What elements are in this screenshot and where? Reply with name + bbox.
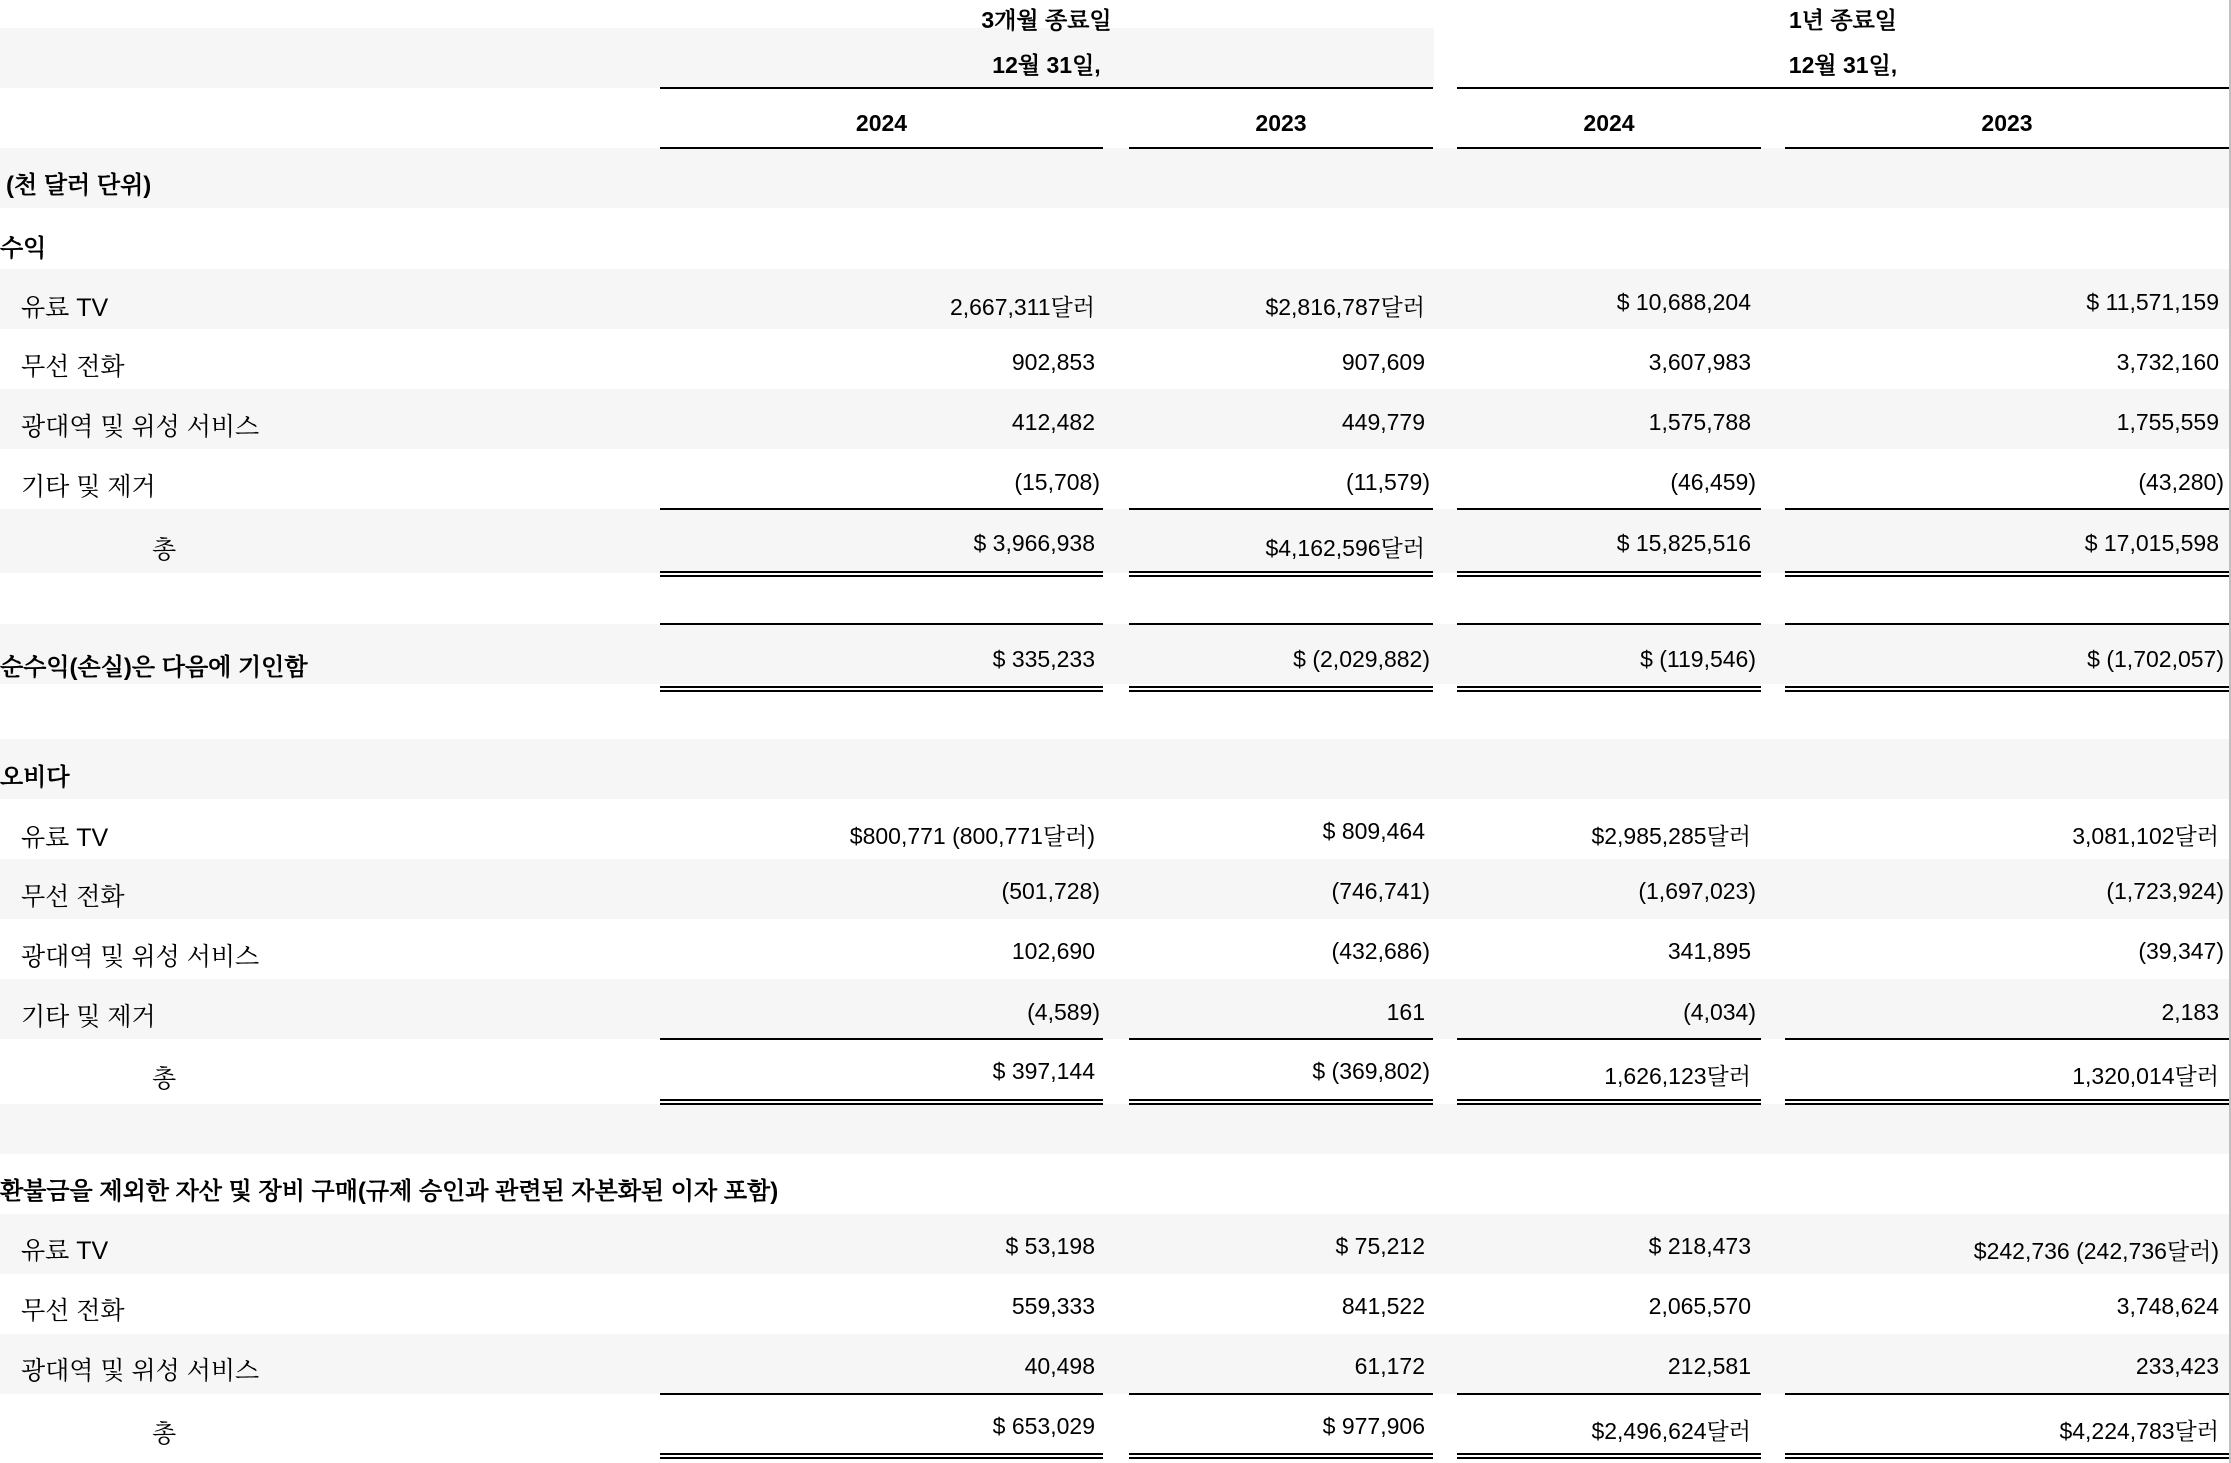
total-value: 1,626,123달러 bbox=[1604, 1063, 1751, 1089]
subtotal-rule bbox=[660, 1393, 1103, 1395]
cell-value: (1,697,023) bbox=[1638, 878, 1756, 904]
section-rule bbox=[660, 623, 1103, 625]
total-value: $2,496,624달러 bbox=[1591, 1418, 1751, 1444]
row-label: 유료 TV bbox=[21, 294, 109, 322]
cell-value: 3,732,160 bbox=[2116, 349, 2219, 375]
row-band bbox=[0, 859, 2229, 919]
row-band bbox=[0, 148, 2229, 208]
cell-value: $2,816,787달러 bbox=[1265, 294, 1425, 320]
header-rule bbox=[1457, 87, 2229, 89]
year-header-q2023: 2023 bbox=[1255, 110, 1307, 136]
cell-value: $2,985,285달러 bbox=[1591, 823, 1751, 849]
row-label: 유료 TV bbox=[21, 1237, 109, 1265]
row-band bbox=[0, 269, 2229, 329]
section-heading-oibda: 오비다 bbox=[0, 764, 70, 791]
cell-value: $ 10,688,204 bbox=[1616, 289, 1751, 315]
date-header-y: 12월 31일, bbox=[1788, 52, 1898, 78]
cell-value: 902,853 bbox=[1011, 349, 1095, 375]
year-header-q2024: 2024 bbox=[855, 110, 908, 136]
section-rule bbox=[1785, 623, 2229, 625]
cell-value: 233,423 bbox=[2135, 1353, 2219, 1379]
row-label: 무선 전화 bbox=[21, 1297, 125, 1325]
total-value: $ 3,966,938 bbox=[973, 530, 1095, 556]
subtotal-rule bbox=[1457, 508, 1761, 510]
cell-value: (501,728) bbox=[1001, 878, 1100, 904]
row-label: 광대역 및 위성 서비스 bbox=[21, 413, 260, 441]
row-band bbox=[0, 1334, 2229, 1394]
net-income-value: $ (2,029,882) bbox=[1293, 646, 1430, 672]
total-double-rule bbox=[1129, 1453, 1433, 1459]
subtotal-rule bbox=[1785, 1393, 2229, 1395]
units-label: (천 달러 단위) bbox=[6, 172, 152, 199]
section-rule bbox=[1457, 623, 1761, 625]
total-double-rule bbox=[1457, 571, 1761, 577]
cell-value: 102,690 bbox=[1011, 938, 1095, 964]
section-heading-revenue: 수익 bbox=[0, 235, 47, 262]
subtotal-rule bbox=[1785, 1038, 2229, 1040]
cell-value: (746,741) bbox=[1331, 878, 1430, 904]
row-band bbox=[0, 624, 2229, 684]
total-value: $ 397,144 bbox=[992, 1058, 1095, 1084]
year-rule bbox=[1785, 147, 2229, 149]
subtotal-rule bbox=[1457, 1038, 1761, 1040]
total-double-rule bbox=[660, 1099, 1103, 1105]
year-rule bbox=[660, 147, 1103, 149]
cell-value: 412,482 bbox=[1011, 409, 1095, 435]
header-rule bbox=[660, 87, 1433, 89]
subtotal-rule bbox=[660, 1038, 1103, 1040]
date-header-q: 12월 31일, bbox=[992, 52, 1101, 78]
cell-value: (432,686) bbox=[1331, 938, 1430, 964]
cell-value: (46,459) bbox=[1670, 469, 1756, 495]
cell-value: $ 809,464 bbox=[1322, 818, 1425, 844]
cell-value: 907,609 bbox=[1341, 349, 1425, 375]
cell-value: 341,895 bbox=[1667, 938, 1751, 964]
cell-value: 3,081,102달러 bbox=[2072, 823, 2219, 849]
net-income-value: $ (1,702,057) bbox=[2087, 646, 2224, 672]
cell-value: $242,736 (242,736달러) bbox=[1973, 1238, 2219, 1264]
row-label: 무선 전화 bbox=[21, 353, 125, 381]
cell-value: $ 75,212 bbox=[1335, 1233, 1425, 1259]
subtotal-rule bbox=[1129, 508, 1433, 510]
net-income-value: $ (119,546) bbox=[1640, 646, 1756, 672]
cell-value: 40,498 bbox=[1024, 1353, 1095, 1379]
total-value: $ 653,029 bbox=[992, 1413, 1095, 1439]
year-header-y2024: 2024 bbox=[1583, 110, 1635, 136]
total-value: $4,162,596달러 bbox=[1265, 535, 1425, 561]
total-double-rule bbox=[1129, 686, 1433, 692]
row-label: 광대역 및 위성 서비스 bbox=[21, 1357, 260, 1385]
cell-value: 841,522 bbox=[1341, 1293, 1425, 1319]
total-double-rule bbox=[1129, 1099, 1433, 1105]
total-label: 총 bbox=[152, 1420, 177, 1448]
period-header-three-months: 3개월 종료일 bbox=[981, 7, 1112, 33]
net-income-value: $ 335,233 bbox=[992, 646, 1095, 672]
cell-value: (4,034) bbox=[1683, 999, 1756, 1025]
cell-value: 3,607,983 bbox=[1648, 349, 1751, 375]
total-double-rule bbox=[1457, 686, 1761, 692]
row-band bbox=[0, 509, 2229, 573]
cell-value: (4,589) bbox=[1027, 999, 1100, 1025]
cell-value: $ 218,473 bbox=[1648, 1233, 1751, 1259]
cell-value: $800,771 (800,771달러) bbox=[849, 823, 1095, 849]
total-double-rule bbox=[1129, 571, 1433, 577]
total-double-rule bbox=[1785, 686, 2229, 692]
cell-value: $ 11,571,159 bbox=[2086, 289, 2219, 315]
period-header-one-year: 1년 종료일 bbox=[1788, 7, 1898, 33]
row-band bbox=[0, 1104, 2229, 1154]
total-value: $ 15,825,516 bbox=[1616, 530, 1751, 556]
net-income-label: 순수익(손실)은 다음에 기인함 bbox=[0, 654, 308, 681]
cell-value: 161 bbox=[1386, 999, 1425, 1025]
total-value: $ (369,802) bbox=[1312, 1058, 1430, 1084]
row-band bbox=[0, 979, 2229, 1039]
section-heading-capex: 환불금을 제외한 자산 및 장비 구매(규제 승인과 관련된 자본화된 이자 포함) bbox=[0, 1178, 779, 1205]
subtotal-rule bbox=[660, 508, 1103, 510]
cell-value: (15,708) bbox=[1014, 469, 1100, 495]
subtotal-rule bbox=[1129, 1038, 1433, 1040]
section-rule bbox=[1129, 623, 1433, 625]
cell-value: (11,579) bbox=[1346, 469, 1430, 495]
cell-value: $ 53,198 bbox=[1005, 1233, 1095, 1259]
cell-value: (1,723,924) bbox=[2106, 878, 2224, 904]
row-label: 기타 및 제거 bbox=[21, 473, 156, 501]
cell-value: 61,172 bbox=[1354, 1353, 1425, 1379]
total-double-rule bbox=[1785, 1453, 2229, 1459]
total-value: $4,224,783달러 bbox=[2059, 1418, 2219, 1444]
total-value: $ 17,015,598 bbox=[2084, 530, 2219, 556]
cell-value: 3,748,624 bbox=[2116, 1293, 2219, 1319]
cell-value: (39,347) bbox=[2138, 938, 2224, 964]
subtotal-rule bbox=[1129, 1393, 1433, 1395]
total-double-rule bbox=[660, 571, 1103, 577]
row-band bbox=[0, 1214, 2229, 1274]
total-double-rule bbox=[660, 686, 1103, 692]
year-rule bbox=[1457, 147, 1761, 149]
cell-value: 2,183 bbox=[2161, 999, 2219, 1025]
cell-value: 1,575,788 bbox=[1648, 409, 1751, 435]
total-double-rule bbox=[1457, 1453, 1761, 1459]
cell-value: 2,667,311달러 bbox=[949, 294, 1095, 320]
cell-value: 559,333 bbox=[1011, 1293, 1095, 1319]
cell-value: 449,779 bbox=[1341, 409, 1425, 435]
total-label: 총 bbox=[152, 1065, 177, 1093]
total-double-rule bbox=[1785, 1099, 2229, 1105]
total-label: 총 bbox=[152, 536, 177, 564]
total-double-rule bbox=[1457, 1099, 1761, 1105]
cell-value: (43,280) bbox=[2138, 469, 2224, 495]
row-label: 기타 및 제거 bbox=[21, 1003, 156, 1031]
total-double-rule bbox=[660, 1453, 1103, 1459]
row-band bbox=[0, 389, 2229, 449]
cell-value: 2,065,570 bbox=[1648, 1293, 1751, 1319]
row-label: 무선 전화 bbox=[21, 883, 125, 911]
total-value: $ 977,906 bbox=[1322, 1413, 1425, 1439]
row-label: 유료 TV bbox=[21, 824, 109, 852]
total-double-rule bbox=[1785, 571, 2229, 577]
total-value: 1,320,014달러 bbox=[2072, 1063, 2219, 1089]
row-label: 광대역 및 위성 서비스 bbox=[21, 943, 260, 971]
year-header-y2023: 2023 bbox=[1981, 110, 2033, 136]
subtotal-rule bbox=[1457, 1393, 1761, 1395]
subtotal-rule bbox=[1785, 508, 2229, 510]
year-rule bbox=[1129, 147, 1433, 149]
row-band bbox=[0, 739, 2229, 799]
cell-value: 1,755,559 bbox=[2116, 409, 2219, 435]
cell-value: 212,581 bbox=[1667, 1353, 1751, 1379]
